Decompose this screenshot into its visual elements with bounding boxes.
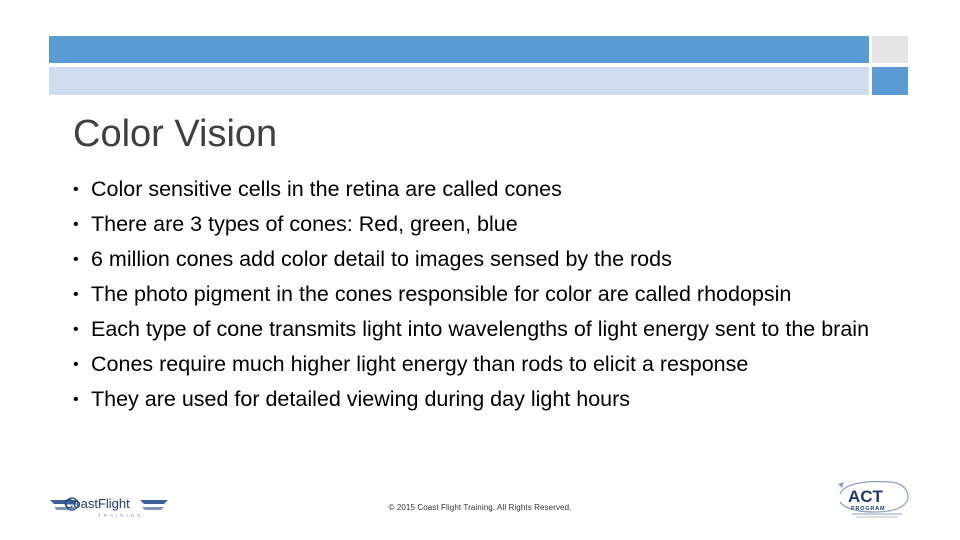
bullet-item: • Cones require much higher light energy than rods to elicit a response	[73, 352, 749, 376]
bullet-item: • There are 3 types of cones: Red, green, blue	[73, 212, 518, 236]
bullet-item: • Color sensitive cells in the retina are called cones	[73, 177, 562, 201]
bullet-item: • Each type of cone transmits light into wavelengths of light energy sent to the brain	[73, 317, 870, 341]
svg-text:ACT: ACT	[848, 487, 883, 506]
bullet-dot-icon: •	[73, 356, 79, 373]
header-bar-top	[49, 36, 869, 63]
svg-text:TRAINING: TRAINING	[98, 513, 144, 518]
bullet-dot-icon: •	[73, 321, 79, 338]
bullet-dot-icon: •	[73, 181, 79, 198]
bullet-list	[73, 177, 893, 422]
bullet-item: • 6 million cones add color detail to images sensed by the rods	[73, 247, 672, 271]
bullet-dot-icon: •	[73, 391, 79, 408]
slide-title: Color Vision	[73, 113, 278, 155]
bullet-item: • The photo pigment in the cones responsible for color are called rhodopsin	[73, 282, 792, 306]
bullet-dot-icon: •	[73, 251, 79, 268]
bullet-item: • They are used for detailed viewing during day light hours	[73, 387, 631, 411]
header-bar-bottom	[49, 67, 869, 95]
svg-text:PROGRAM: PROGRAM	[851, 506, 886, 512]
svg-text:CoastFlight: CoastFlight	[64, 496, 130, 511]
copyright-footer: © 2015 Coast Flight Training. All Rights Reserved.	[388, 503, 572, 512]
bullet-dot-icon: •	[73, 286, 79, 303]
header-bar-top-side	[872, 36, 908, 63]
header-bar-bottom-side	[872, 67, 908, 95]
bullet-dot-icon: •	[73, 216, 79, 233]
act-program-logo	[834, 478, 912, 522]
